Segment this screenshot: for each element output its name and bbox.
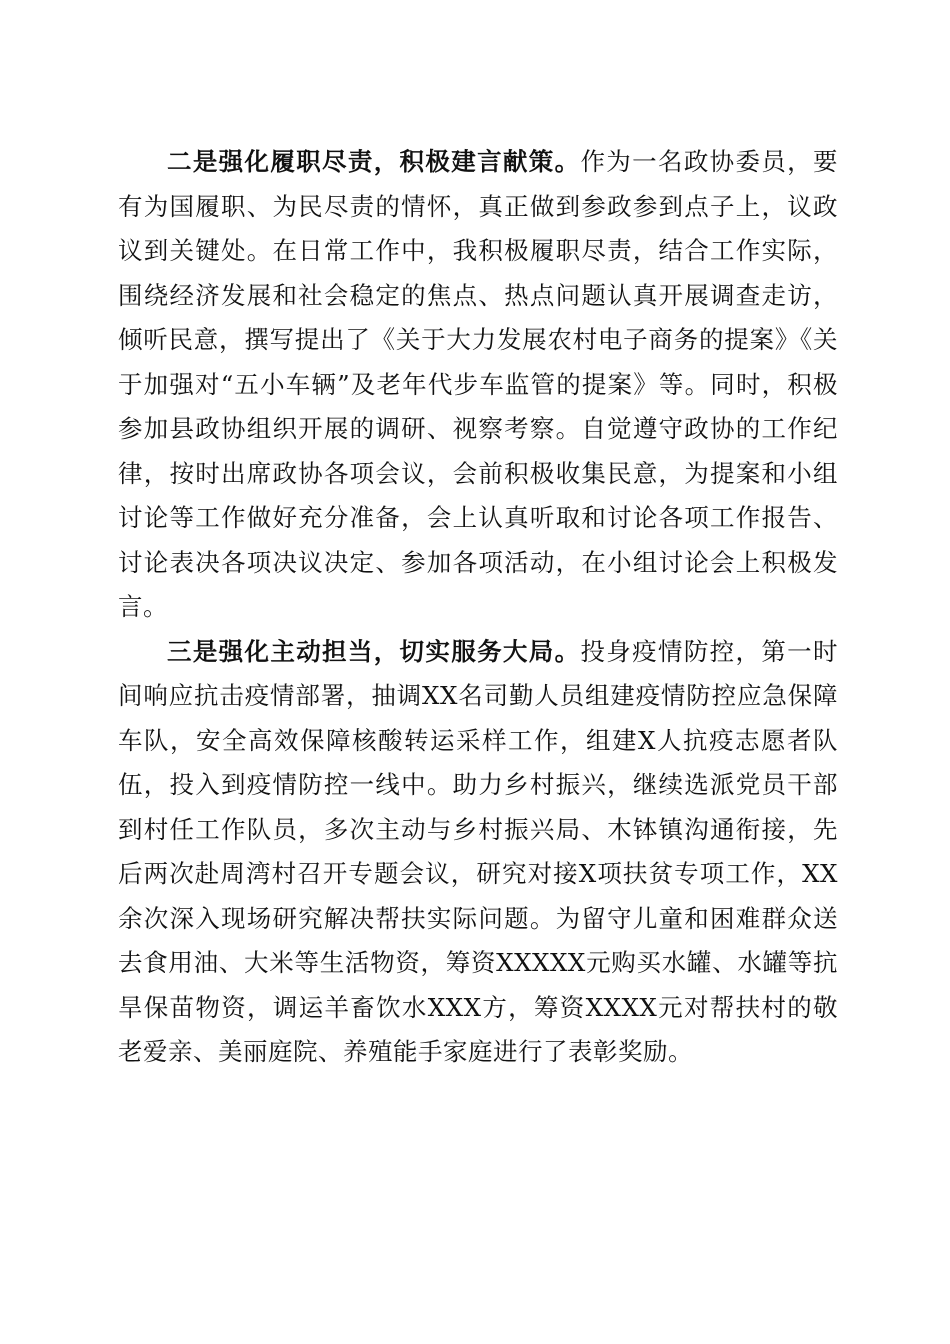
- document-body: [118, 140, 838, 1075]
- paragraph-text: 作为一名政协委员，要有为国履职、为民尽责的情怀，真正做到参政参到点子上，议政议到关键处。在日常工作中，我积极履职尽责，结合工作实际，围绕经济发展和社会稳定的焦点、热点问题认真开展调查走访，倾听民意，撰写提出了《关于大力发展农村电子商务的提案》《关于加强对“五小车辆”及老年代步车监管的提案》等。同时，积极参加县政协组织开展的调研、视察考察。自觉遵守政协的工作纪律，按时出席政协各项会议，会前积极收集民意，为提案和小组讨论等工作做好充分准备，会上认真听取和讨论各项工作报告、讨论表决各项决议决定、参加各项活动，在小组讨论会上积极发言。: [118, 147, 839, 621]
- paragraph-serve-overall: [118, 630, 838, 1075]
- paragraph-fulfill-duties: [118, 140, 838, 630]
- paragraph-heading: 三是强化主动担当，切实服务大局。: [167, 636, 581, 666]
- paragraph-heading: 二是强化履职尽责，积极建言献策。: [167, 147, 581, 176]
- paragraph-text: 投身疫情防控，第一时间响应抗击疫情部署，抽调XX名司勤人员组建疫情防控应急保障车队，安全高效保障核酸转运采样工作，组建X人抗疫志愿者队伍，投入到疫情防控一线中。助力乡村振兴，继续选派党员干部到村任工作队员，多次主动与乡村振兴局、木钵镇沟通衔接，先后两次赴周湾村召开专题会议，研究对接X项扶贫专项工作，XX余次深入现场研究解决帮扶实际问题。为留守儿童和困难群众送去食用油、大米等生活物资，筹资XXXXX元购买水罐、水罐等抗旱保苗物资，调运羊畜饮水XXX方，筹资XXXX元对帮扶村的敬老爱亲、美丽庭院、养殖能手家庭进行了表彰奖励。: [118, 636, 839, 1066]
